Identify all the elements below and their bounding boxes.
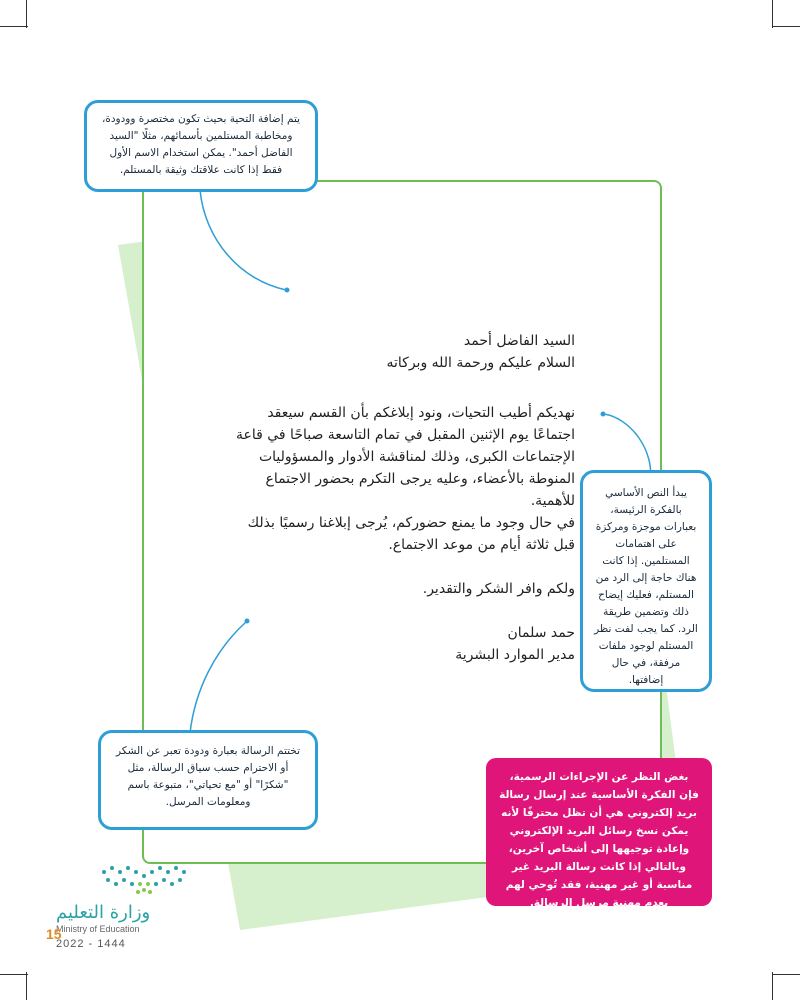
greeting-line: السلام عليكم ورحمة الله وبركاته <box>386 355 575 371</box>
sender-name: حمد سلمان <box>507 625 575 641</box>
ministry-logo-icon <box>98 860 198 900</box>
letter-body-paragraph: في حال وجود ما يمنع حضوركم، يُرجى إبلاغنا رسميًا بذلك قبل ثلاثة أيام من موعد الاجتماع. <box>247 515 575 553</box>
edition-year: 2022 - 1444 <box>56 938 126 950</box>
professionalism-note: بغض النظر عن الإجراءات الرسمية، فإن الفكرة الأساسية عند إرسال رسالة بريد إلكتروني هي أن تظل محترفًا لأنه يمكن نسخ رسائل البريد الإلكتروني وإعادة توجيهها إلى أشخاص آخرين، وبالتالي إذا كانت رسالة البريد غير مناسبة أو غير مهنية، فقد تُوحي لهم بعدم مهنية مرسل الرسالة. <box>486 758 712 906</box>
closing-line: ولكم وافر الشكر والتقدير. <box>422 581 575 597</box>
body-note: يبدأ النص الأساسي بالفكرة الرئيسة، بعبارات موجزة ومركزة على اهتمامات المستلمين. إذا كانت هناك حاجة إلى الرد من المستلم، فعليك إيضاح ذلك وتضمين طريقة الرد. كما يجب لفت نظر المستلم لوجود ملفات مرفقة، في حال إضافتها. <box>580 470 712 692</box>
ministry-name-arabic: وزارة التعليم <box>56 902 151 923</box>
ministry-name-english: Ministry of Education <box>56 924 140 934</box>
greeting-note: يتم إضافة التحية بحيث تكون مختصرة وودودة، ومخاطبة المستلمين بأسمائهم، مثلًا "السيد الفاضل أحمد". يمكن استخدام الاسم الأول فقط إذا كانت علاقتك وثيقة بالمستلم. <box>84 100 318 192</box>
closing-note: تختتم الرسالة بعبارة ودودة تعبر عن الشكر أو الاحترام حسب سياق الرسالة، مثل "شكرًا" أو "مع تحياتي"، متبوعة باسم ومعلومات المرسل. <box>98 730 318 830</box>
page-number: 15 <box>46 926 62 942</box>
letter-body-paragraph: نهديكم أطيب التحيات، ونود إبلاغكم بأن القسم سيعقد اجتماعًا يوم الإثنين المقبل في تمام التاسعة صباحًا في قاعة الإجتماعات الكبرى، وذلك لمناقشة الأدوار والمسؤوليات المنوطة بالأعضاء، وعليه يرجى التكرم بحضور الاجتماع للأهمية. <box>235 405 575 509</box>
sender-title: مدير الموارد البشرية <box>455 647 575 663</box>
salutation-name: السيد الفاضل أحمد <box>463 333 575 349</box>
